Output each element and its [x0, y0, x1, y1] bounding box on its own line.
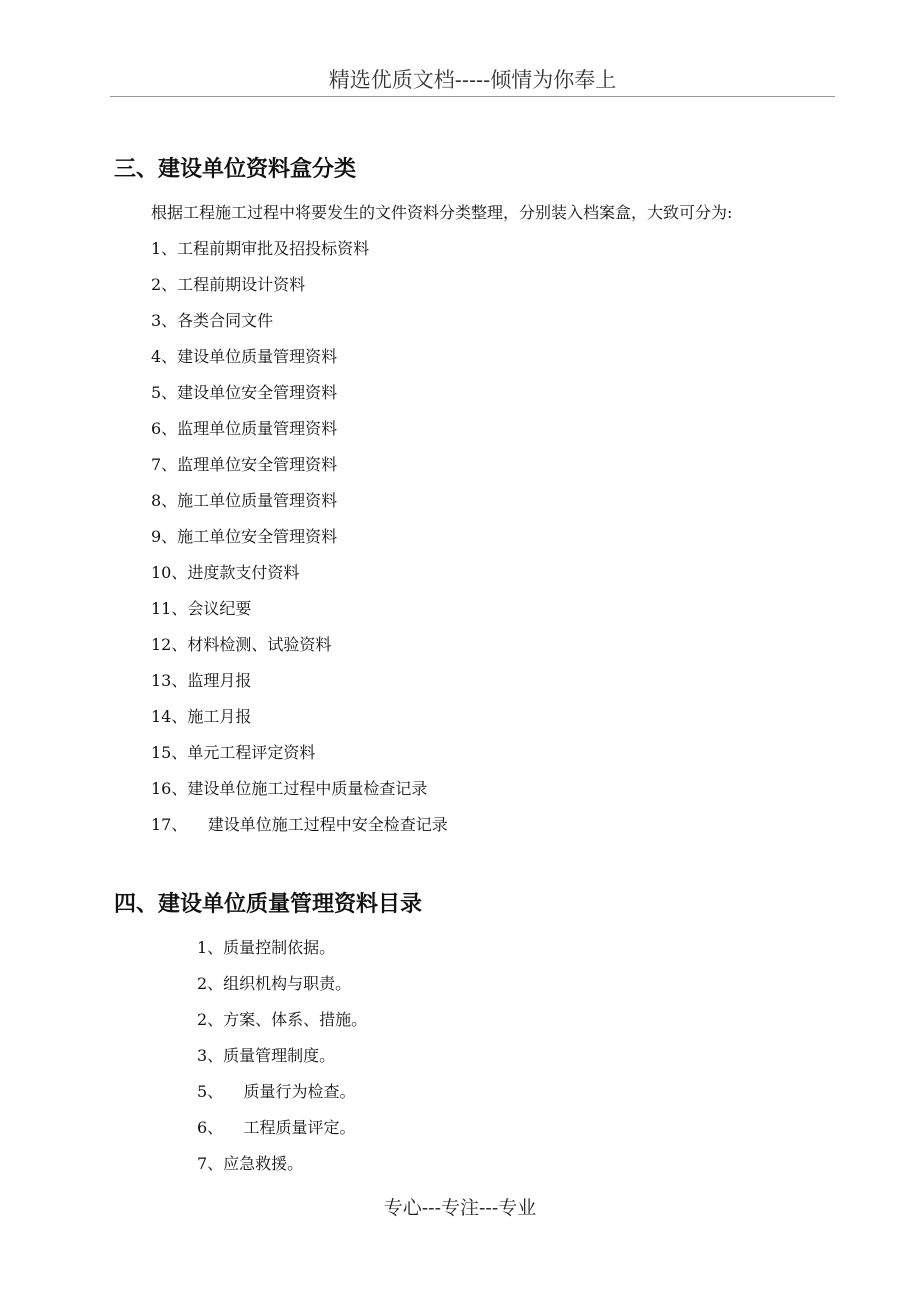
- list-item: 7、监理单位安全管理资料: [151, 455, 338, 474]
- list-item: 11、会议纪要: [151, 599, 252, 618]
- page-footer: 专心---专注---专业: [383, 1197, 537, 1219]
- list-item: 6、 工程质量评定。: [197, 1118, 356, 1137]
- list-item: 14、施工月报: [151, 707, 252, 726]
- list-item: 8、施工单位质量管理资料: [151, 491, 338, 510]
- list-item: 7、应急救援。: [197, 1154, 304, 1173]
- section-4-list: [197, 936, 367, 1188]
- list-item: 9、施工单位安全管理资料: [151, 527, 338, 546]
- list-item: 1、质量控制依据。: [197, 938, 336, 957]
- section-3-heading: 三、建设单位资料盒分类: [114, 157, 357, 182]
- list-item: 15、单元工程评定资料: [151, 743, 316, 762]
- list-item: 2、工程前期设计资料: [151, 275, 306, 294]
- list-item: 6、监理单位质量管理资料: [151, 419, 338, 438]
- header-divider: [110, 96, 835, 97]
- list-item: 4、建设单位质量管理资料: [151, 347, 338, 366]
- list-item: 3、各类合同文件: [151, 311, 274, 330]
- list-item: 12、材料检测、试验资料: [151, 635, 332, 654]
- page-header: 精选优质文档-----倾情为你奉上: [328, 68, 617, 92]
- section-3-list: [151, 237, 448, 849]
- section-4-heading: 四、建设单位质量管理资料目录: [114, 892, 423, 917]
- list-item: 13、监理月报: [151, 671, 252, 690]
- list-item: 17、 建设单位施工过程中安全检查记录: [151, 815, 448, 834]
- list-item: 5、建设单位安全管理资料: [151, 383, 338, 402]
- list-item: 16、建设单位施工过程中质量检查记录: [151, 779, 428, 798]
- list-item: 3、质量管理制度。: [197, 1046, 336, 1065]
- list-item: 2、组织机构与职责。: [197, 974, 352, 993]
- list-item: 5、 质量行为检查。: [197, 1082, 356, 1101]
- section-3-intro: 根据工程施工过程中将要发生的文件资料分类整理，分别装入档案盒，大致可分为:: [151, 203, 733, 222]
- list-item: 1、工程前期审批及招投标资料: [151, 239, 370, 258]
- list-item: 2、方案、体系、措施。: [197, 1010, 368, 1029]
- list-item: 10、进度款支付资料: [151, 563, 300, 582]
